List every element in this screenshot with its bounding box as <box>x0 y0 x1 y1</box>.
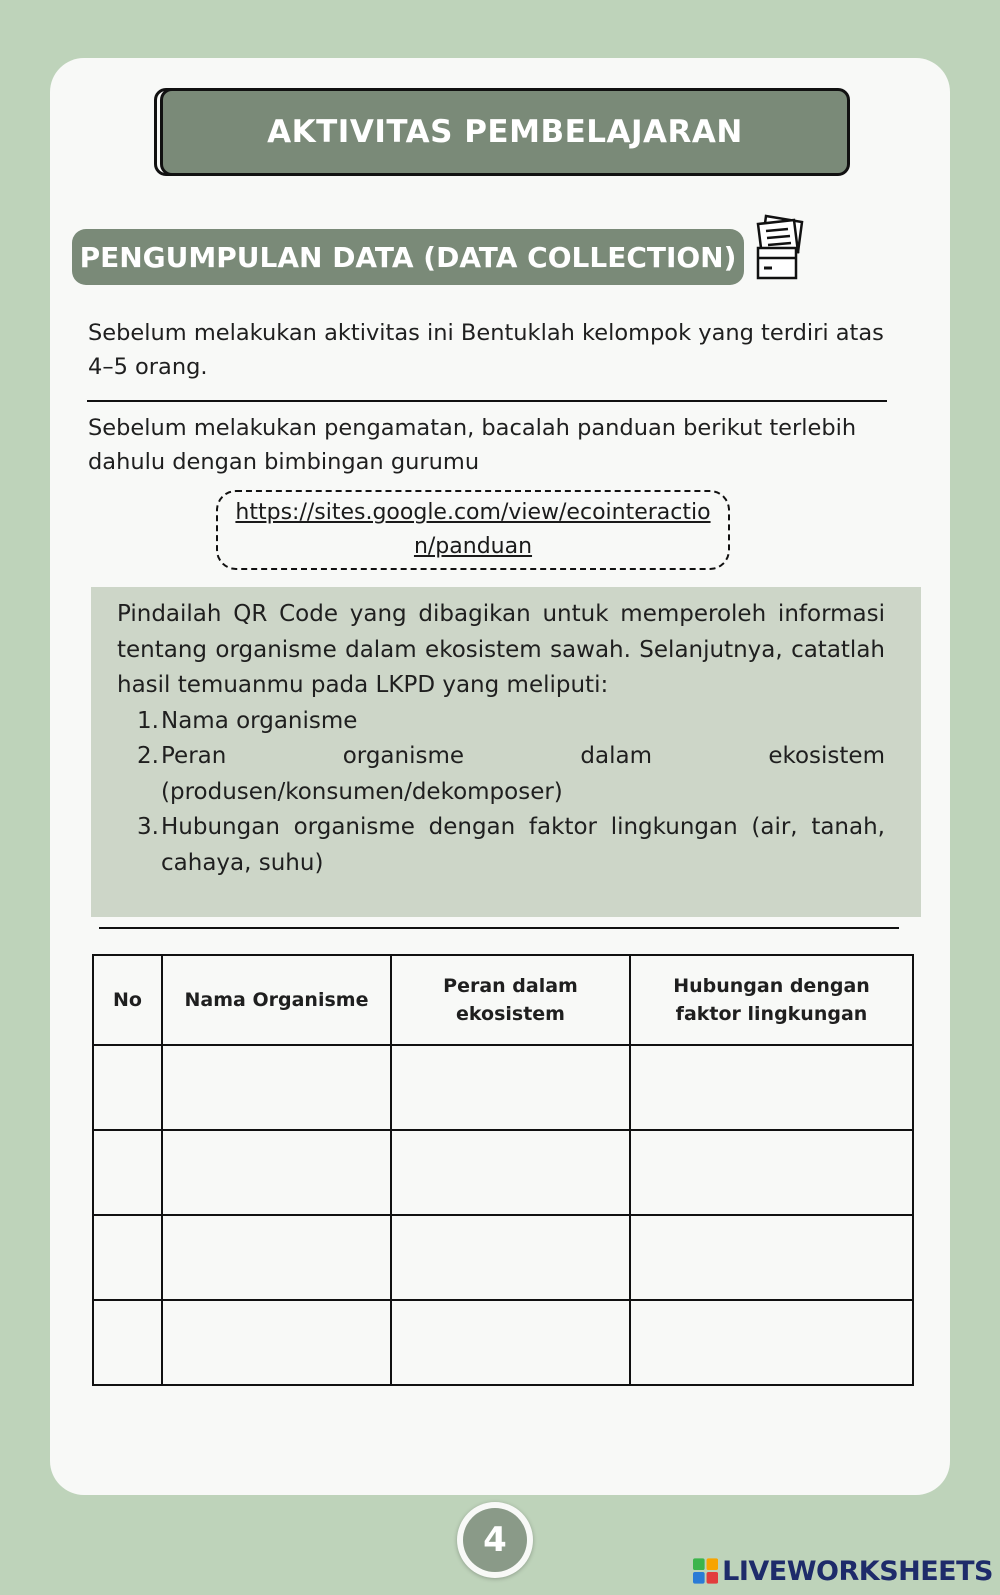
instructions-list <box>117 704 885 882</box>
page-title: AKTIVITAS PEMBELAJARAN <box>160 88 850 176</box>
table-cell[interactable] <box>391 1045 630 1130</box>
list-item-text: Hubungan organisme dengan faktor lingkungan (air, tanah, cahaya, suhu) <box>161 814 885 876</box>
column-header-role: Peran dalam ekosistem <box>391 955 630 1045</box>
table-cell[interactable] <box>162 1130 391 1215</box>
guide-link-box <box>216 490 730 570</box>
table-cell[interactable] <box>93 1300 162 1385</box>
table-cell[interactable] <box>630 1130 913 1215</box>
table-header-row <box>93 955 913 1045</box>
table-cell[interactable] <box>162 1045 391 1130</box>
table-row <box>93 1045 913 1130</box>
list-item-text: Peran organisme dalam ekosistem (produsen/konsumen/dekomposer) <box>161 743 885 805</box>
table-row <box>93 1130 913 1215</box>
table-cell[interactable] <box>391 1300 630 1385</box>
table-cell[interactable] <box>391 1130 630 1215</box>
table-row <box>93 1215 913 1300</box>
page-number: 4 <box>463 1508 527 1572</box>
section-title: PENGUMPULAN DATA (DATA COLLECTION) <box>72 229 744 285</box>
liveworksheets-logo-icon <box>693 1558 718 1584</box>
table-cell[interactable] <box>162 1215 391 1300</box>
table-cell[interactable] <box>630 1045 913 1130</box>
title-banner <box>154 88 854 174</box>
divider <box>99 927 899 929</box>
list-item-number: 2. <box>137 743 159 769</box>
list-item-number: 3. <box>137 814 159 840</box>
table-row <box>93 1300 913 1385</box>
folder-document-icon <box>752 212 810 282</box>
table-cell[interactable] <box>93 1045 162 1130</box>
page-number-badge <box>457 1502 533 1578</box>
list-item <box>117 704 885 740</box>
guide-link[interactable]: https://sites.google.com/view/ecointeraction/panduan <box>235 500 711 559</box>
column-header-relation: Hubungan dengan faktor lingkungan <box>630 955 913 1045</box>
instructions-text: Pindailah QR Code yang dibagikan untuk memperoleh informasi tentang organisme dalam ekosistem sawah. Selanjutnya, catatlah hasil temuanmu pada LKPD yang meliputi: <box>117 601 885 698</box>
divider <box>87 400 887 402</box>
table-cell[interactable] <box>93 1130 162 1215</box>
instructions-panel <box>91 587 921 917</box>
column-header-organism: Nama Organisme <box>162 955 391 1045</box>
list-item-text: Nama organisme <box>161 707 358 734</box>
table-cell[interactable] <box>630 1215 913 1300</box>
list-item <box>117 739 885 810</box>
intro-text: Sebelum melakukan aktivitas ini Bentuklah kelompok yang terdiri atas 4–5 orang. <box>88 320 884 380</box>
table-cell[interactable] <box>391 1215 630 1300</box>
list-item <box>117 810 885 881</box>
observation-table <box>92 954 914 1386</box>
table-cell[interactable] <box>162 1300 391 1385</box>
guide-text: Sebelum melakukan pengamatan, bacalah panduan berikut terlebih dahulu dengan bimbingan gurumu <box>88 415 857 475</box>
column-header-no: No <box>93 955 162 1045</box>
list-item-number: 1. <box>137 707 159 734</box>
brand-watermark <box>693 1554 993 1588</box>
table-cell[interactable] <box>93 1215 162 1300</box>
brand-name: LIVEWORKSHEETS <box>722 1555 993 1587</box>
table-cell[interactable] <box>630 1300 913 1385</box>
